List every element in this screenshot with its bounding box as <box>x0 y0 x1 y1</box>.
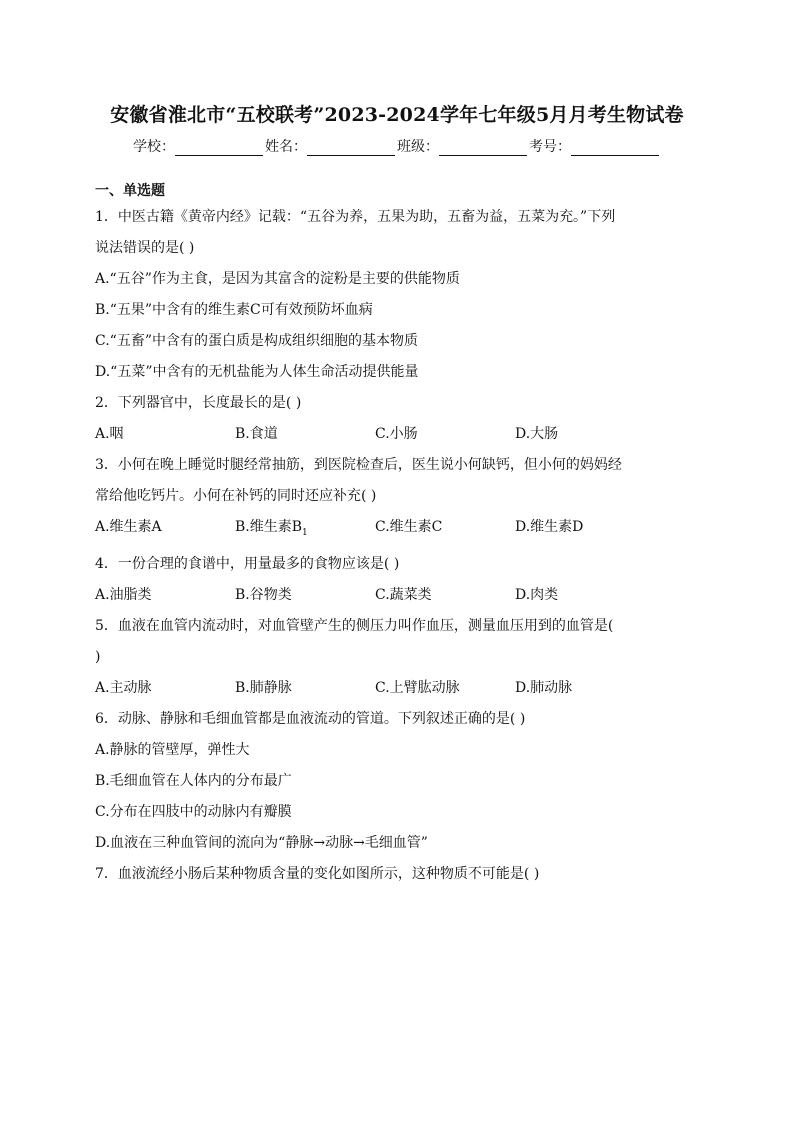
name-label: 姓名： <box>265 139 307 155</box>
option-d[interactable]: D.肉类 <box>515 586 559 603</box>
question-text: 1．中医古籍《黄帝内经》记载：“五谷为养，五果为助，五畜为益，五菜为充。”下列 <box>95 209 616 225</box>
option-d[interactable]: D.维生素D <box>515 519 584 535</box>
option-a[interactable]: A.“五谷”作为主食，是因为其富含的淀粉是主要的供能物质 <box>95 271 460 287</box>
class-blank[interactable] <box>439 140 527 156</box>
options-row <box>95 419 705 450</box>
option-b[interactable]: B.食道 <box>235 426 278 442</box>
question-5 <box>95 611 705 704</box>
option-c[interactable]: C.维生素C <box>375 519 443 535</box>
option-b-text: B.维生素B <box>235 519 303 535</box>
option-d[interactable]: D.血液在三种血管间的流向为“静脉→动脉→毛细血管” <box>95 834 428 851</box>
number-blank[interactable] <box>571 140 659 156</box>
options-row <box>95 673 705 704</box>
question-list <box>95 180 705 890</box>
option-a[interactable]: A.油脂类 <box>95 586 152 603</box>
question-text: 3．小何在晚上睡觉时腿经常抽筋，到医院检查后，医生说小何缺钙，但小何的妈妈经 <box>95 457 622 473</box>
question-text: 2．下列器官中，长度最长的是( ) <box>95 395 302 411</box>
options-row <box>95 580 705 611</box>
question-6 <box>95 704 705 859</box>
option-c[interactable]: C.“五畜”中含有的蛋白质是构成组织细胞的基本物质 <box>95 333 418 349</box>
options-row <box>95 512 705 549</box>
option-a[interactable]: A.维生素A <box>95 519 162 535</box>
option-b[interactable] <box>235 512 375 549</box>
exam-title: 安徽省淮北市“五校联考”2023-2024学年七年级5月月考生物试卷 <box>110 104 684 126</box>
student-info-row <box>0 136 794 156</box>
name-blank[interactable] <box>307 140 395 156</box>
question-7 <box>95 859 705 890</box>
school-blank[interactable] <box>175 140 263 156</box>
option-b-subscript: 1 <box>302 527 308 538</box>
question-text: 4．一份合理的食谱中，用量最多的食物应该是( ) <box>95 555 400 572</box>
option-b[interactable]: B.毛细血管在人体内的分布最广 <box>95 772 292 789</box>
class-label: 班级： <box>397 139 439 155</box>
option-c[interactable]: C.蔬菜类 <box>375 586 432 603</box>
question-text: 说法错误的是( ) <box>95 240 195 256</box>
option-c[interactable]: C.小肠 <box>375 426 418 442</box>
option-a[interactable]: A.主动脉 <box>95 679 152 696</box>
section-title: 一、单选题 <box>95 183 165 199</box>
question-text: 7．血液流经小肠后某种物质含量的变化如图所示，这种物质不可能是( ) <box>95 865 540 882</box>
option-b[interactable]: B.谷物类 <box>235 586 292 603</box>
question-text: 6．动脉、静脉和毛细血管都是血液流动的管道。下列叙述正确的是( ) <box>95 710 526 727</box>
option-c[interactable]: C.上臂肱动脉 <box>375 679 460 696</box>
school-label: 学校： <box>133 139 175 155</box>
question-4 <box>95 549 705 611</box>
question-1 <box>95 202 705 388</box>
option-b[interactable]: B.肺静脉 <box>235 679 292 696</box>
question-text: ) <box>95 648 101 665</box>
number-label: 考号： <box>529 139 571 155</box>
option-c[interactable]: C.分布在四肢中的动脉内有瓣膜 <box>95 803 292 820</box>
option-b[interactable]: B.“五果”中含有的维生素C可有效预防坏血病 <box>95 302 373 318</box>
question-2 <box>95 388 705 450</box>
option-a[interactable]: A.咽 <box>95 426 124 442</box>
option-a[interactable]: A.静脉的管壁厚，弹性大 <box>95 741 250 758</box>
option-d[interactable]: D.“五菜”中含有的无机盐能为人体生命活动提供能量 <box>95 364 419 380</box>
option-d[interactable]: D.肺动脉 <box>515 679 573 696</box>
question-text: 常给他吃钙片。小何在补钙的同时还应补充( ) <box>95 488 377 504</box>
option-d[interactable]: D.大肠 <box>515 426 559 442</box>
question-text: 5．血液在血管内流动时，对血管壁产生的侧压力叫作血压，测量血压用到的血管是( <box>95 617 614 634</box>
question-3 <box>95 450 705 549</box>
